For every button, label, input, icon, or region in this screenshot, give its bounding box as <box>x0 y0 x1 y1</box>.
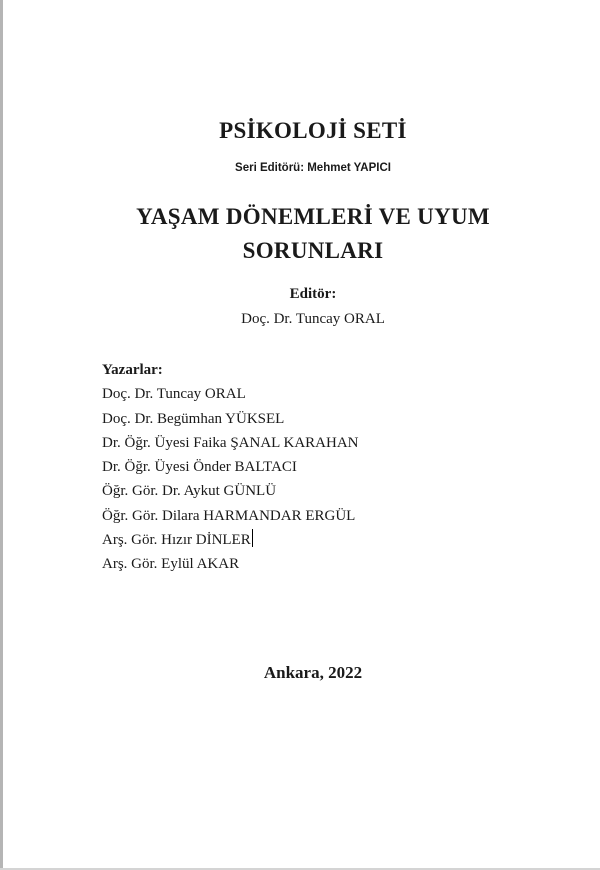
author-item: Öğr. Gör. Dilara HARMANDAR ERGÜL <box>102 507 356 524</box>
series-editor: Seri Editörü: Mehmet YAPICI <box>235 162 391 174</box>
author-item: Arş. Gör. Eylül AKAR <box>102 556 240 573</box>
series-title: PSİKOLOJİ SETİ <box>219 118 407 143</box>
author-item: Doç. Dr. Tuncay ORAL <box>102 386 246 403</box>
author-item-with-caret <box>102 528 359 552</box>
authors-label: Yazarlar: <box>102 362 163 378</box>
editor-name: Doç. Dr. Tuncay ORAL <box>241 311 385 327</box>
book-title-line-2: SORUNLARI <box>242 238 384 263</box>
author-item: Doç. Dr. Begümhan YÜKSEL <box>102 410 285 427</box>
book-title-line-1: YAŞAM DÖNEMLERİ VE UYUM <box>136 204 490 229</box>
authors-block <box>102 358 359 577</box>
author-item: Öğr. Gör. Dr. Aykut GÜNLÜ <box>102 483 277 500</box>
author-item: Dr. Öğr. Üyesi Önder BALTACI <box>102 459 297 476</box>
author-item: Dr. Öğr. Üyesi Faika ŞANAL KARAHAN <box>102 434 359 451</box>
place-date: Ankara, 2022 <box>263 663 363 682</box>
book-title <box>0 200 600 268</box>
text-cursor <box>252 529 253 547</box>
author-item: Arş. Gör. Hızır DİNLER <box>102 532 251 549</box>
editor-label: Editör: <box>289 286 337 302</box>
